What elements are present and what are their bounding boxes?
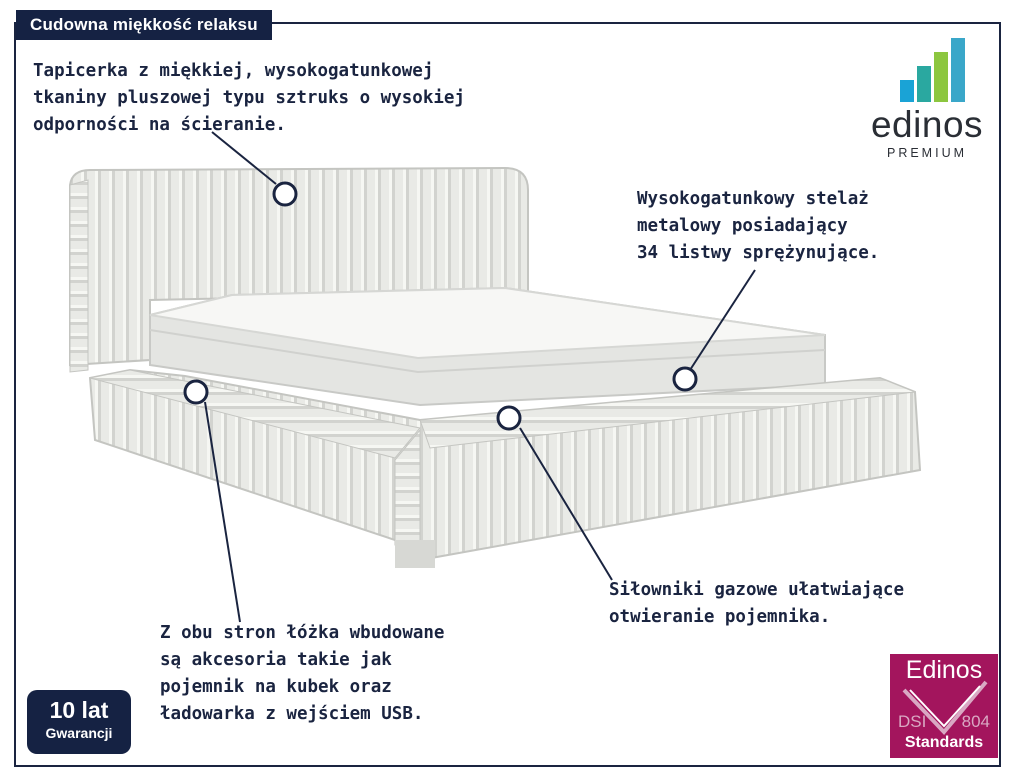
marker-headboard bbox=[274, 183, 296, 205]
callout-line: są akcesoria takie jak bbox=[160, 650, 392, 670]
marker-gas-springs bbox=[498, 407, 520, 429]
warranty-label: Gwarancji bbox=[45, 725, 113, 741]
callout-line: ładowarka z wejściem USB. bbox=[160, 704, 424, 724]
marker-frame bbox=[674, 368, 696, 390]
callout-accessories bbox=[160, 620, 444, 728]
page-title: Cudowna miękkość relaksu bbox=[16, 10, 272, 40]
callout-line: Tapicerka z miękkiej, wysokogatunkowej bbox=[33, 61, 434, 81]
callout-frame bbox=[637, 186, 879, 267]
standards-code-left: DSI bbox=[898, 712, 927, 731]
warranty-value: 10 lat bbox=[49, 697, 109, 723]
callout-line: pojemnik na kubek oraz bbox=[160, 677, 392, 697]
callout-line: Z obu stron łóżka wbudowane bbox=[160, 623, 445, 643]
callout-line: otwieranie pojemnika. bbox=[609, 607, 831, 627]
callout-gas-springs bbox=[609, 577, 904, 631]
logo-tagline: PREMIUM bbox=[886, 146, 968, 160]
logo-bars-icon bbox=[900, 38, 964, 102]
marker-accessories bbox=[185, 381, 207, 403]
callout-line: Siłowniki gazowe ułatwiające bbox=[609, 580, 905, 600]
callout-line: Wysokogatunkowy stelaż bbox=[637, 189, 869, 209]
callout-line: odporności na ścieranie. bbox=[33, 115, 286, 135]
callout-headboard bbox=[33, 58, 465, 139]
edinos-logo bbox=[862, 38, 992, 168]
standards-brand: Edinos bbox=[905, 656, 983, 684]
callout-line: 34 listwy sprężynujące. bbox=[637, 243, 880, 263]
standards-code-right: 804 bbox=[961, 712, 990, 731]
callout-line: tkaniny pluszowej typu sztruks o wysokiej bbox=[33, 88, 465, 108]
logo-name: edinos bbox=[870, 104, 984, 145]
warranty-badge bbox=[27, 690, 131, 754]
standards-badge bbox=[890, 654, 998, 758]
callout-line: metalowy posiadający bbox=[637, 216, 848, 236]
standards-label: Standards bbox=[904, 734, 984, 751]
